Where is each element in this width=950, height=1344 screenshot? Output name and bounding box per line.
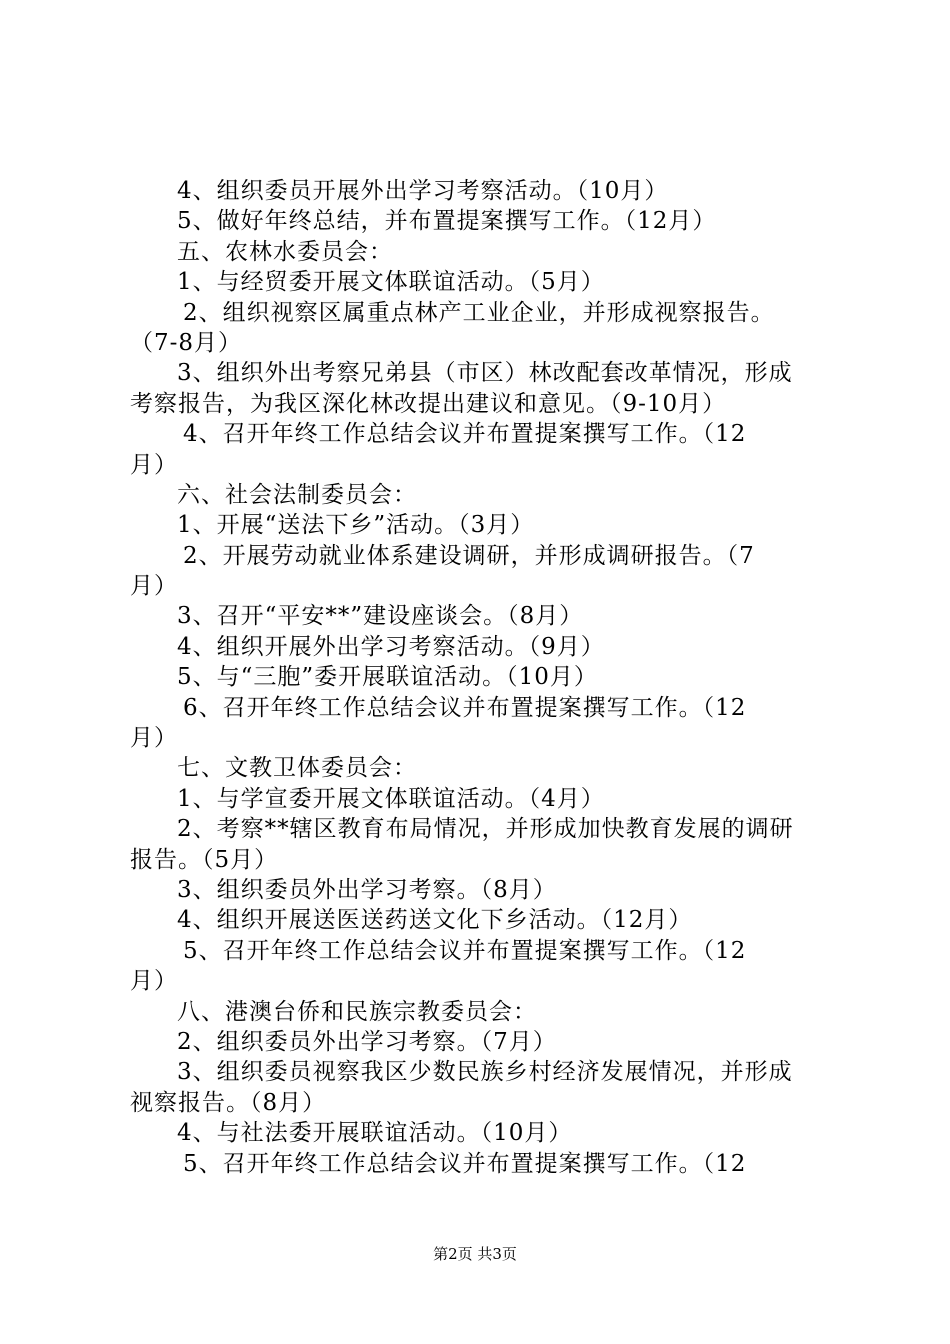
document-line: 2、组织视察区属重点林产工业企业，并形成视察报告。 [183,299,775,326]
document-line: 月） [130,725,178,752]
document-line: 5、召开年终工作总结会议并布置提案撰写工作。（12 [183,937,747,964]
document-line: 6、召开年终工作总结会议并布置提案撰写工作。（12 [183,694,747,721]
document-line: 五、农林水委员会： [177,238,393,265]
document-line: 报告。（5月） [130,846,279,873]
document-line: 七、文教卫体委员会： [177,755,417,782]
document-line: 5、与“三胞”委开展联谊活动。（10月） [177,664,598,691]
document-line: 1、与经贸委开展文体联谊活动。（5月） [177,269,605,296]
document-line: 3、组织委员外出学习考察。（8月） [177,876,557,903]
document-line: 3、召开“平安**”建设座谈会。（8月） [177,603,584,630]
document-line: 1、开展“送法下乡”活动。（3月） [177,512,535,539]
document-line: 八、港澳台侨和民族宗教委员会： [177,998,537,1025]
document-line: 4、组织开展送医送药送文化下乡活动。（12月） [177,907,693,934]
page-footer: 第2页 共3页 [433,1245,517,1263]
document-line: 考察报告，为我区深化林改提出建议和意见。（9-10月） [130,390,727,417]
document-line: 月） [130,451,178,478]
document-line: 六、社会法制委员会： [177,481,417,508]
document-line: 3、组织委员视察我区少数民族乡村经济发展情况，并形成 [177,1059,793,1086]
document-line: 5、做好年终总结，并布置提案撰写工作。（12月） [177,208,717,235]
document-line: 5、召开年终工作总结会议并布置提案撰写工作。（12 [183,1150,747,1177]
document-line: 视察报告。（8月） [130,1089,327,1116]
document-line: 2、组织委员外出学习考察。（7月） [177,1028,557,1055]
document-line: 月） [130,968,178,995]
document-line: （7-8月） [130,329,243,356]
document-line: 4、组织开展外出学习考察活动。（9月） [177,633,605,660]
document-line: 月） [130,573,178,600]
document-line: 4、与社法委开展联谊活动。（10月） [177,1120,573,1147]
document-line: 4、召开年终工作总结会议并布置提案撰写工作。（12 [183,421,747,448]
document-line: 3、组织外出考察兄弟县（市区）林改配套改革情况，形成 [177,360,793,387]
document-body [130,176,832,1179]
document-line: 4、组织委员开展外出学习考察活动。（10月） [177,178,669,204]
document-line: 2、考察**辖区教育布局情况，并形成加快教育发展的调研 [177,816,794,843]
document-line: 1、与学宣委开展文体联谊活动。（4月） [177,785,605,812]
document-line: 2、开展劳动就业体系建设调研，并形成调研报告。（7 [183,542,755,569]
